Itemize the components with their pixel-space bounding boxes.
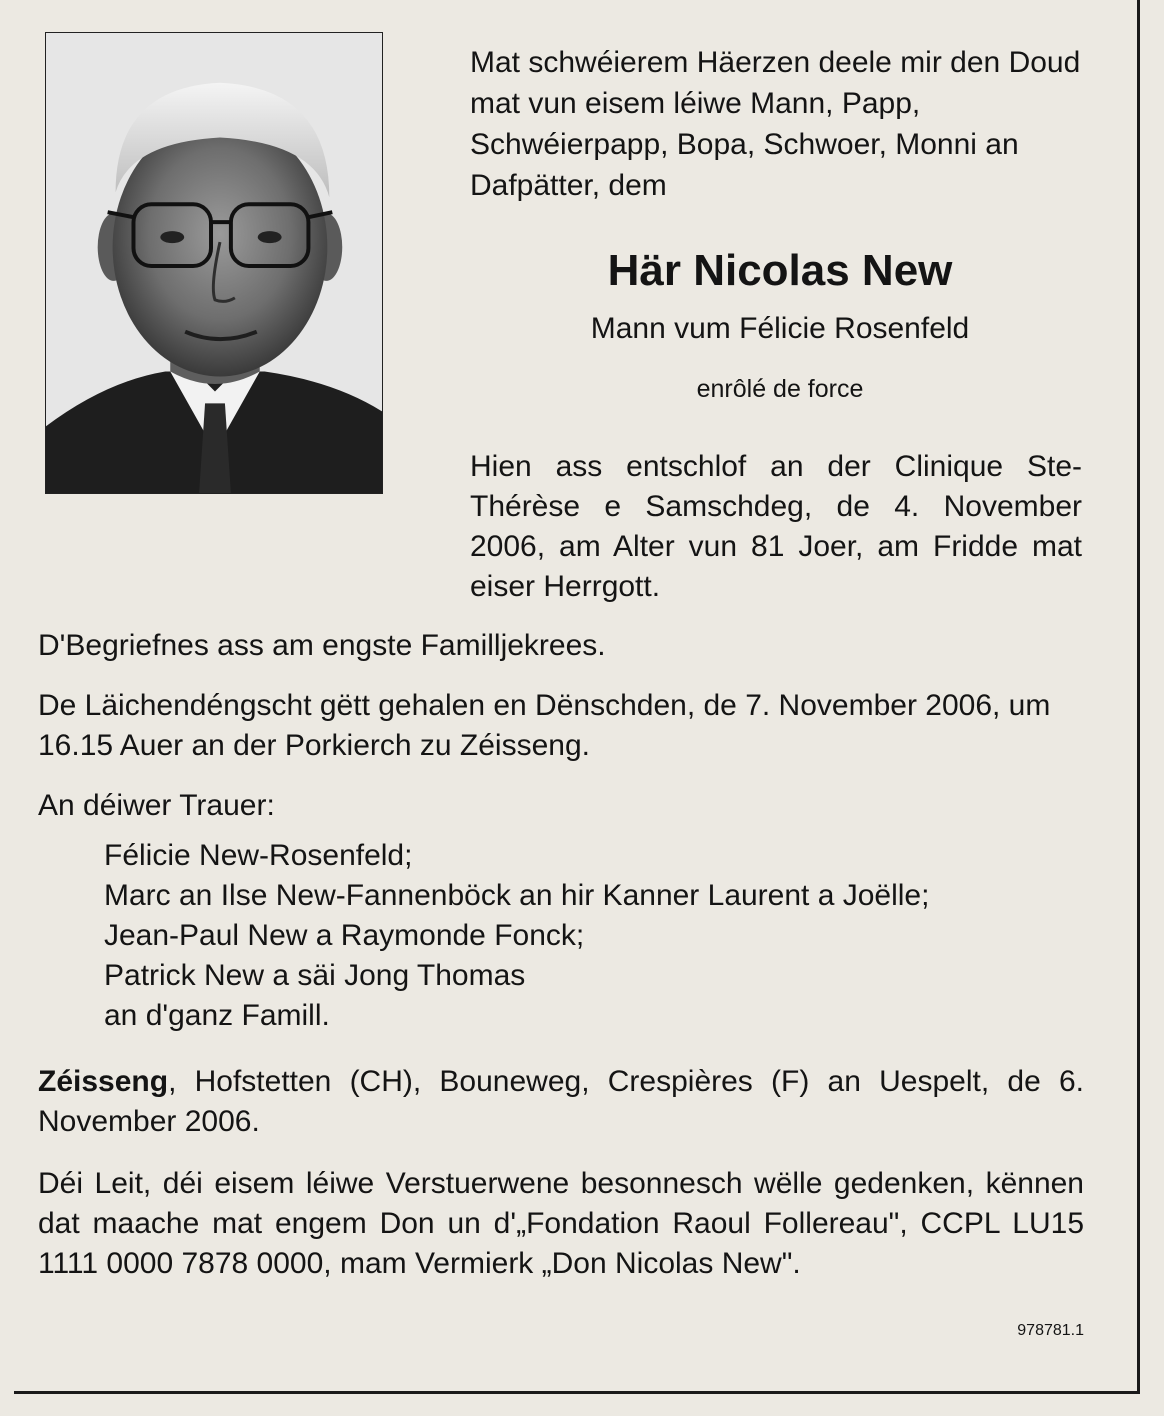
mourners-title: An déiwer Trauer: xyxy=(38,789,275,822)
mourner-line: an d'ganz Famill. xyxy=(104,999,330,1032)
funeral-text: De Läichendéngscht gëtt gehalen en Dënschden, de 7. November 2006, um 16.15 Auer an der Porkierch zu Zéisseng. xyxy=(38,689,1051,762)
spouse-line: Mann vum Félicie Rosenfeld xyxy=(590,312,970,345)
mourner-line: Félicie New-Rosenfeld; xyxy=(104,839,413,872)
place-name: Zéisseng xyxy=(38,1065,169,1098)
enrole-line: enrôlé de force xyxy=(696,375,864,403)
burial-text: D'Begriefnes ass am engste Familljekrees. xyxy=(38,629,606,662)
deceased-name: Här Nicolas New xyxy=(607,246,953,295)
mourners-list xyxy=(104,836,1084,1036)
mourner-line: Marc an Ilse New-Fannenböck an hir Kanner Laurent a Joëlle; xyxy=(104,879,930,912)
place-list: , Hofstetten (CH), Bouneweg, Crespières (F) an Uespelt, de 6. November 2006. xyxy=(38,1065,1084,1138)
donation-text: Déi Leit, déi eisem léiwe Verstuerwene besonnesch wëlle gedenken, kënnen dat maache mat engem Don un d'„Fondation Raoul Follereau", CCPL LU15 1111 0000 7878 0000, mam Vermierk „Don Nicolas New". xyxy=(38,1167,1084,1280)
reference-number: 978781.1 xyxy=(1017,1322,1084,1339)
mourner-line: Patrick New a säi Jong Thomas xyxy=(104,959,526,992)
intro-text: Mat schwéierem Häerzen deele mir den Doud mat vun eisem léiwe Mann, Papp, Schwéierpapp, Bopa, Schwoer, Monni an Dafpätter, dem xyxy=(470,46,1081,202)
portrait-photo xyxy=(45,32,383,494)
mourner-line: Jean-Paul New a Raymonde Fonck; xyxy=(104,919,585,952)
death-text: Hien ass entschlof an der Clinique Ste-Thérèse e Samschdeg, de 4. November 2006, am Alter vun 81 Joer, am Fridde mat eiser Herrgott. xyxy=(470,450,1082,603)
place-date xyxy=(38,1062,1084,1142)
